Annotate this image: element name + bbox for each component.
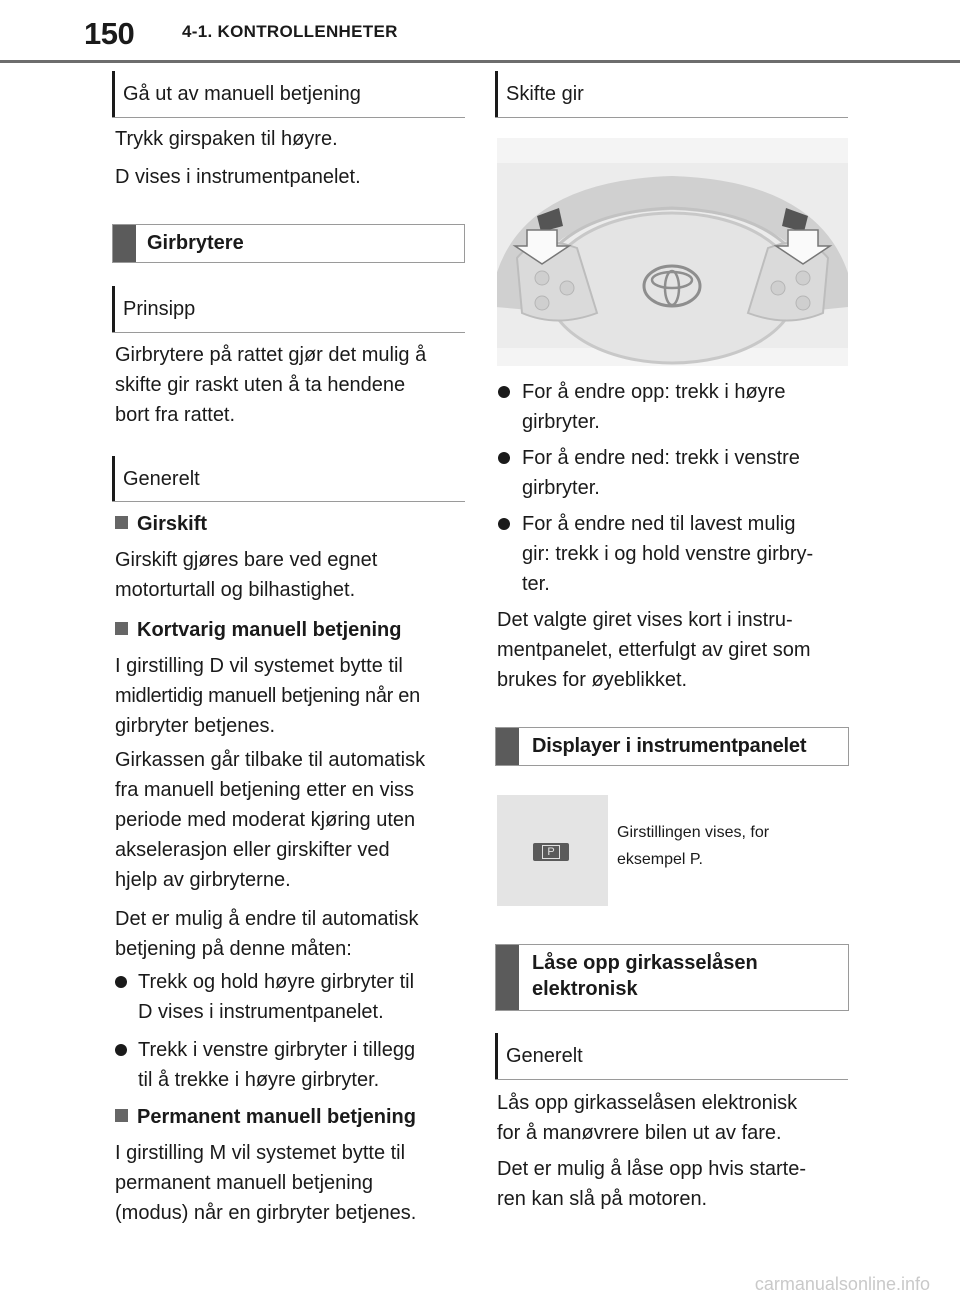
subheading-skifte: Skifte gir (495, 71, 584, 117)
subheading-exit: Gå ut av manuell betjening (112, 71, 361, 117)
section-title: Girbrytere (147, 232, 244, 254)
text-line: Girstillingen vises, for (617, 824, 770, 841)
paragraph: Trykk girspaken til høyre. (115, 128, 338, 150)
steering-wheel-illustration (497, 138, 848, 366)
heading-text: Permanent manuell betjening (137, 1106, 416, 1128)
text-line: permanent manuell betjening (115, 1172, 373, 1194)
text-line: For å endre opp: trekk i høyre (522, 381, 786, 403)
text-line: periode med moderat kjøring uten (115, 809, 416, 831)
bullet-dot-icon (498, 386, 510, 398)
header-rule (0, 60, 960, 63)
text-line: elektronisk (532, 978, 638, 1000)
display-illustration (497, 795, 608, 906)
gear-display (533, 843, 569, 861)
text-line: girbryter. (522, 477, 600, 499)
subheading-generelt: Generelt (112, 456, 200, 502)
heading-text: Kortvarig manuell betjening (137, 619, 402, 641)
text-line: Girbrytere på rattet gjør det mulig å (115, 344, 427, 366)
display-caption (617, 819, 769, 873)
text-line: ren kan slå på motoren. (497, 1188, 708, 1210)
text-line: girbryter betjenes. (115, 715, 276, 737)
text-line: Girskift gjøres bare ved egnet (115, 549, 378, 571)
text-line: Det er mulig å låse opp hvis starte- (497, 1158, 807, 1180)
bullet-dot-icon (498, 518, 510, 530)
heading-text: Girskift (137, 513, 208, 535)
square-bullet-icon (115, 1109, 128, 1122)
paragraph-valgte (497, 605, 811, 695)
text-line: girbryter. (522, 411, 600, 433)
paragraph-lase-2 (497, 1154, 806, 1214)
heading-girskift (115, 509, 207, 539)
watermark: carmanualsonline.info (754, 1274, 930, 1294)
paragraph-lase-1 (497, 1088, 797, 1148)
bullet-dot-icon (115, 976, 127, 988)
text-line: Låse opp girkasselåsen (532, 952, 758, 974)
text-line: For å endre ned til lavest mulig (522, 513, 796, 535)
text-line: Trekk i venstre girbryter i tillegg (138, 1039, 416, 1061)
chapter-title: 4-1. KONTROLLENHETER (182, 22, 398, 41)
paragraph-girskift (115, 545, 377, 605)
section-bar (113, 225, 136, 262)
text-line: fra manuell betjening etter en viss (115, 779, 415, 801)
text-line: motorturtall og bilhastighet. (115, 579, 356, 601)
gear-letter: P (542, 845, 560, 859)
text-line: betjening på denne måten: (115, 938, 352, 960)
bullet-item (115, 967, 414, 1027)
bullet-item (498, 443, 800, 503)
text-line: til å trekke i høyre girbryter. (138, 1069, 380, 1091)
text-line: Det er mulig å endre til automatisk (115, 908, 419, 930)
text-line: (modus) når en girbryter betjenes. (115, 1202, 417, 1224)
text-line: midlertidig manuell betjening når en (115, 685, 420, 707)
section-bar (496, 945, 519, 1010)
bullet-item (115, 1035, 415, 1095)
text-line: Girkassen går tilbake til automatisk (115, 749, 426, 771)
paragraph-kortvarig-2 (115, 745, 425, 895)
subheading-prinsipp: Prinsipp (112, 286, 195, 332)
subheading-rule (495, 1079, 848, 1080)
page-number: 150 (84, 16, 135, 51)
heading-kortvarig (115, 615, 401, 645)
paragraph-kortvarig-3 (115, 904, 418, 964)
section-title: Displayer i instrumentpanelet (532, 735, 807, 757)
bullet-dot-icon (115, 1044, 127, 1056)
section-displayer (495, 727, 849, 766)
section-bar (496, 728, 519, 765)
text-line: akselerasjon eller girskifter ved (115, 839, 390, 861)
text-line: I girstilling D vil systemet bytte til (115, 655, 403, 677)
text-line: gir: trekk i og hold venstre girbry- (522, 543, 814, 565)
text-line: hjelp av girbryterne. (115, 869, 291, 891)
paragraph-permanent (115, 1138, 416, 1228)
text-line: for å manøvrere bilen ut av fare. (497, 1122, 782, 1144)
subheading-rule (112, 501, 465, 502)
paragraph-kortvarig-1 (115, 651, 420, 741)
subheading-rule (112, 332, 465, 333)
steering-wheel-icon (497, 138, 848, 366)
section-girbrytere (112, 224, 465, 263)
section-lase (495, 944, 849, 1011)
subheading-generelt: Generelt (495, 1033, 583, 1079)
text-line: For å endre ned: trekk i venstre (522, 447, 800, 469)
subheading-rule (112, 117, 465, 118)
bullet-item (498, 377, 785, 437)
section-title (532, 945, 758, 1002)
text-line: Det valgte giret vises kort i instru- (497, 609, 793, 631)
text-line: skifte gir raskt uten å ta hendene (115, 374, 406, 396)
text-line: mentpanelet, etterfulgt av giret som (497, 639, 811, 661)
bullet-item (498, 509, 813, 599)
subheading-rule (495, 117, 848, 118)
text-line: ter. (522, 573, 550, 595)
bullet-dot-icon (498, 452, 510, 464)
text-line: Lås opp girkasselåsen elektronisk (497, 1092, 798, 1114)
text-line: D vises i instrumentpanelet. (138, 1001, 384, 1023)
text-line: brukes for øyeblikket. (497, 669, 688, 691)
text-line: eksempel P. (617, 851, 703, 868)
text-line: bort fra rattet. (115, 404, 236, 426)
text-line: Trekk og hold høyre girbryter til (138, 971, 415, 993)
square-bullet-icon (115, 622, 128, 635)
text-line: I girstilling M vil systemet bytte til (115, 1142, 406, 1164)
paragraph: D vises i instrumentpanelet. (115, 166, 361, 188)
heading-permanent (115, 1102, 416, 1132)
paragraph-prinsipp (115, 340, 426, 430)
square-bullet-icon (115, 516, 128, 529)
